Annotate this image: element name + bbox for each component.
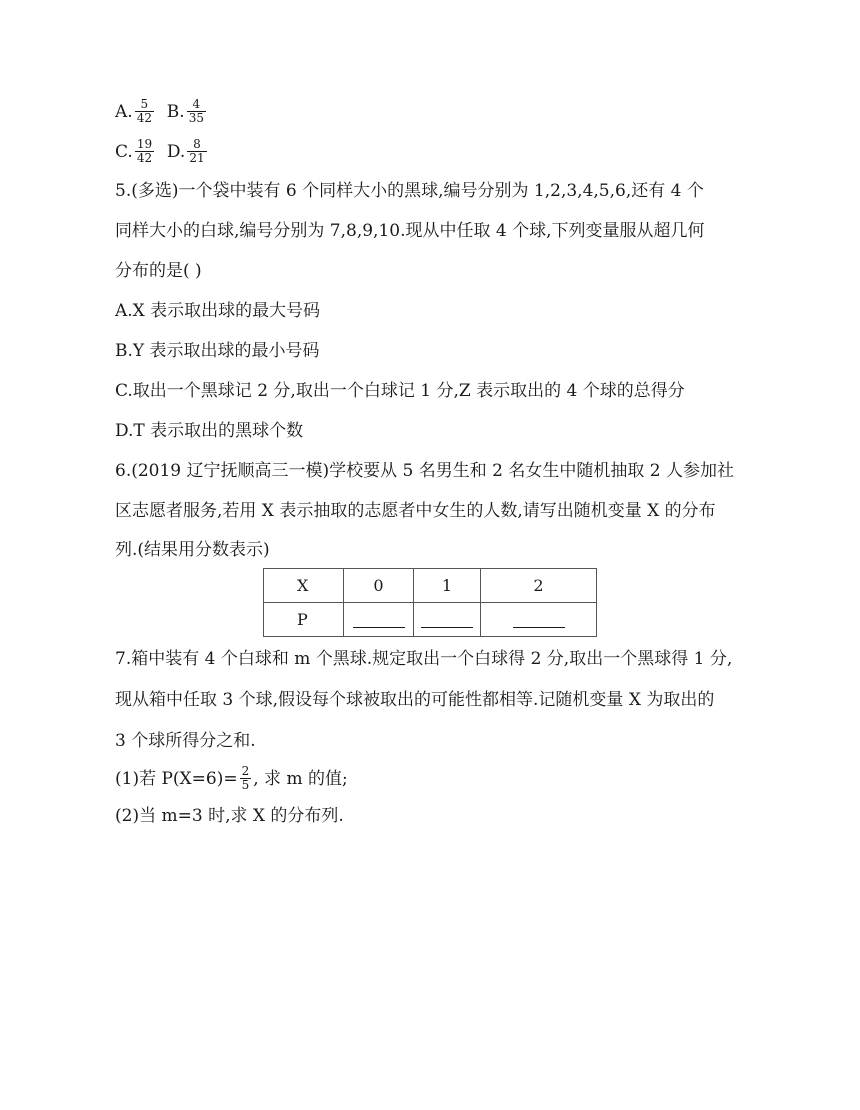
table-row [264, 569, 597, 603]
option-c-fraction: $\frac{19}{42}$ [136, 137, 153, 165]
q6-stem-line-3: 列.(结果用分数表示) [115, 540, 270, 560]
option-a-fraction: $\frac{5}{42}$ [136, 97, 152, 125]
q5-option-a: A.X 表示取出球的最大号码 [115, 301, 321, 321]
table-header-p: P [264, 603, 344, 637]
option-d-fraction: $\frac{8}{21}$ [189, 137, 205, 165]
q6-stem-line-1: 6.(2019 辽宁抚顺高三一模)学校要从 5 名男生和 2 名女生中随机抽取 2 人参加社 [115, 461, 735, 481]
answer-blank [353, 613, 405, 628]
q5-stem-line-3: 分布的是( ) [115, 261, 202, 281]
option-a-label: A. [115, 101, 133, 122]
option-b-label: B. [166, 101, 185, 122]
q7-stem-line-3: 3 个球所得分之和. [115, 731, 256, 751]
q7-part-1-fraction: $\frac{2}{5}$ [241, 764, 250, 792]
q5-stem-line-1: 5.(多选)一个袋中装有 6 个同样大小的黑球,编号分别为 1,2,3,4,5,6,还有 4 个 [115, 181, 704, 201]
distribution-table [263, 568, 597, 637]
q5-option-b: B.Y 表示取出球的最小号码 [115, 341, 320, 361]
table-header-x: X [264, 569, 344, 603]
q6-stem-line-2: 区志愿者服务,若用 X 表示抽取的志愿者中女生的人数,请写出随机变量 X 的分布 [115, 501, 716, 521]
q7-part-1-suffix: , 求 m 的值; [253, 768, 348, 789]
table-blank-p2 [481, 603, 597, 637]
table-cell-value-1: 1 [414, 569, 481, 603]
option-b-fraction: $\frac{4}{35}$ [188, 97, 204, 125]
table-blank-p0 [344, 603, 414, 637]
q5-stem-line-2: 同样大小的白球,编号分别为 7,8,9,10.现从中任取 4 个球,下列变量服从超几何 [115, 221, 705, 241]
option-d-label: D. [166, 141, 186, 162]
q7-part-1-prefix: (1)若 P(X=6)= [115, 768, 238, 789]
q7-stem-line-1: 7.箱中装有 4 个白球和 m 个黑球.规定取出一个白球得 2 分,取出一个黑球得 1 分, [115, 649, 733, 669]
q5-option-d: D.T 表示取出的黑球个数 [115, 421, 304, 441]
q4-options-row-2 [115, 138, 209, 165]
option-c-label: C. [115, 141, 133, 162]
answer-blank [421, 613, 473, 628]
q7-stem-line-2: 现从箱中任取 3 个球,假设每个球被取出的可能性都相等.记随机变量 X 为取出的 [115, 690, 715, 710]
q5-option-c: C.取出一个黑球记 2 分,取出一个白球记 1 分,Z 表示取出的 4 个球的总得分 [115, 381, 685, 401]
table-blank-p1 [414, 603, 481, 637]
table-cell-value-2: 2 [481, 569, 597, 603]
q7-part-1 [115, 765, 348, 792]
table-row [264, 603, 597, 637]
q4-options-row-1 [115, 98, 208, 125]
table-cell-value-0: 0 [344, 569, 414, 603]
answer-blank [513, 613, 565, 628]
q7-part-2: (2)当 m=3 时,求 X 的分布列. [115, 806, 344, 826]
